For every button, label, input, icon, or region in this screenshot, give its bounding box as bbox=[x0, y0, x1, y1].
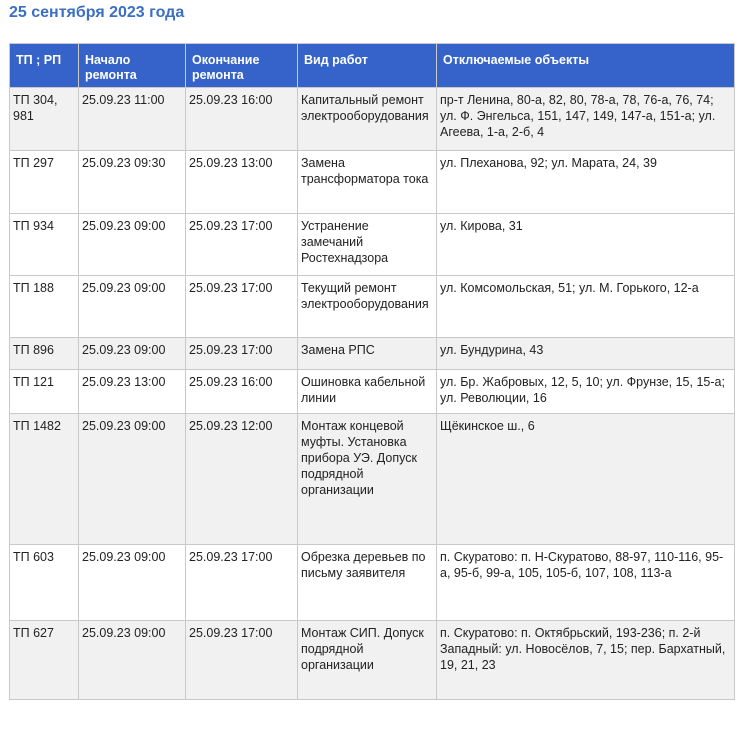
page-title: 25 сентября 2023 года bbox=[9, 4, 185, 21]
cell-tp: ТП 188 bbox=[10, 276, 79, 338]
header-work-type: Вид работ bbox=[298, 44, 437, 88]
cell-objects: ул. Бр. Жабровых, 12, 5, 10; ул. Фрунзе, 15, 15-а; ул. Революции, 16 bbox=[437, 370, 735, 414]
cell-objects: ул. Кирова, 31 bbox=[437, 214, 735, 276]
header-end-line-1: Окончание bbox=[192, 53, 260, 67]
table-row bbox=[10, 151, 735, 214]
header-end bbox=[186, 44, 298, 88]
cell-end: 25.09.23 12:00 bbox=[186, 414, 298, 545]
cell-tp: ТП 934 bbox=[10, 214, 79, 276]
cell-work-type: Монтаж концевой муфты. Установка прибора УЭ. Допуск подрядной организации bbox=[298, 414, 437, 545]
cell-start: 25.09.23 09:00 bbox=[79, 338, 186, 370]
cell-work-type: Замена РПС bbox=[298, 338, 437, 370]
cell-end: 25.09.23 16:00 bbox=[186, 370, 298, 414]
cell-end: 25.09.23 17:00 bbox=[186, 545, 298, 621]
table-row bbox=[10, 370, 735, 414]
header-start bbox=[79, 44, 186, 88]
cell-tp: ТП 304, 981 bbox=[10, 88, 79, 151]
cell-objects: пр-т Ленина, 80-а, 82, 80, 78-а, 78, 76-а, 76, 74; ул. Ф. Энгельса, 151, 147, 149, 147-а, 151-а; ул. Агеева, 1-а, 2-б, 4 bbox=[437, 88, 735, 151]
cell-tp: ТП 121 bbox=[10, 370, 79, 414]
cell-work-type: Текущий ремонт электрооборудования bbox=[298, 276, 437, 338]
table-row bbox=[10, 338, 735, 370]
cell-start: 25.09.23 13:00 bbox=[79, 370, 186, 414]
header-start-line-1: Начало bbox=[85, 53, 131, 67]
cell-start: 25.09.23 09:30 bbox=[79, 151, 186, 214]
table-row bbox=[10, 276, 735, 338]
cell-start: 25.09.23 09:00 bbox=[79, 621, 186, 700]
cell-tp: ТП 297 bbox=[10, 151, 79, 214]
cell-work-type: Обрезка деревьев по письму заявителя bbox=[298, 545, 437, 621]
cell-objects: п. Скуратово: п. Октябрьский, 193-236; п. 2-й Западный: ул. Новосёлов, 7, 15; пер. Бархатный, 19, 21, 23 bbox=[437, 621, 735, 700]
cell-end: 25.09.23 13:00 bbox=[186, 151, 298, 214]
cell-start: 25.09.23 09:00 bbox=[79, 214, 186, 276]
cell-objects: ул. Плеханова, 92; ул. Марата, 24, 39 bbox=[437, 151, 735, 214]
cell-start: 25.09.23 09:00 bbox=[79, 545, 186, 621]
cell-objects: Щёкинское ш., 6 bbox=[437, 414, 735, 545]
cell-work-type: Монтаж СИП. Допуск подрядной организации bbox=[298, 621, 437, 700]
table-row bbox=[10, 621, 735, 700]
cell-start: 25.09.23 09:00 bbox=[79, 414, 186, 545]
cell-objects: ул. Комсомольская, 51; ул. М. Горького, 12-а bbox=[437, 276, 735, 338]
cell-end: 25.09.23 17:00 bbox=[186, 621, 298, 700]
cell-work-type: Замена трансформатора тока bbox=[298, 151, 437, 214]
cell-objects: ул. Бундурина, 43 bbox=[437, 338, 735, 370]
cell-objects: п. Скуратово: п. Н-Скуратово, 88-97, 110-116, 95-а, 95-б, 99-а, 105, 105-б, 107, 108, 113-а bbox=[437, 545, 735, 621]
table-header-row bbox=[10, 44, 735, 88]
table-row bbox=[10, 214, 735, 276]
cell-end: 25.09.23 16:00 bbox=[186, 88, 298, 151]
cell-work-type: Ошиновка кабельной линии bbox=[298, 370, 437, 414]
table-row bbox=[10, 545, 735, 621]
table-row bbox=[10, 88, 735, 151]
header-start-line-2: ремонта bbox=[85, 68, 137, 82]
cell-work-type: Капитальный ремонт электрооборудования bbox=[298, 88, 437, 151]
cell-end: 25.09.23 17:00 bbox=[186, 338, 298, 370]
cell-tp: ТП 627 bbox=[10, 621, 79, 700]
cell-start: 25.09.23 09:00 bbox=[79, 276, 186, 338]
cell-tp: ТП 896 bbox=[10, 338, 79, 370]
header-objects: Отключаемые объекты bbox=[437, 44, 735, 88]
cell-end: 25.09.23 17:00 bbox=[186, 214, 298, 276]
cell-tp: ТП 1482 bbox=[10, 414, 79, 545]
table-row bbox=[10, 414, 735, 545]
header-tp: ТП ; РП bbox=[10, 44, 79, 88]
cell-work-type: Устранение замечаний Ростехнадзора bbox=[298, 214, 437, 276]
header-end-line-2: ремонта bbox=[192, 68, 244, 82]
outage-schedule-table bbox=[9, 43, 735, 700]
cell-end: 25.09.23 17:00 bbox=[186, 276, 298, 338]
cell-tp: ТП 603 bbox=[10, 545, 79, 621]
cell-start: 25.09.23 11:00 bbox=[79, 88, 186, 151]
